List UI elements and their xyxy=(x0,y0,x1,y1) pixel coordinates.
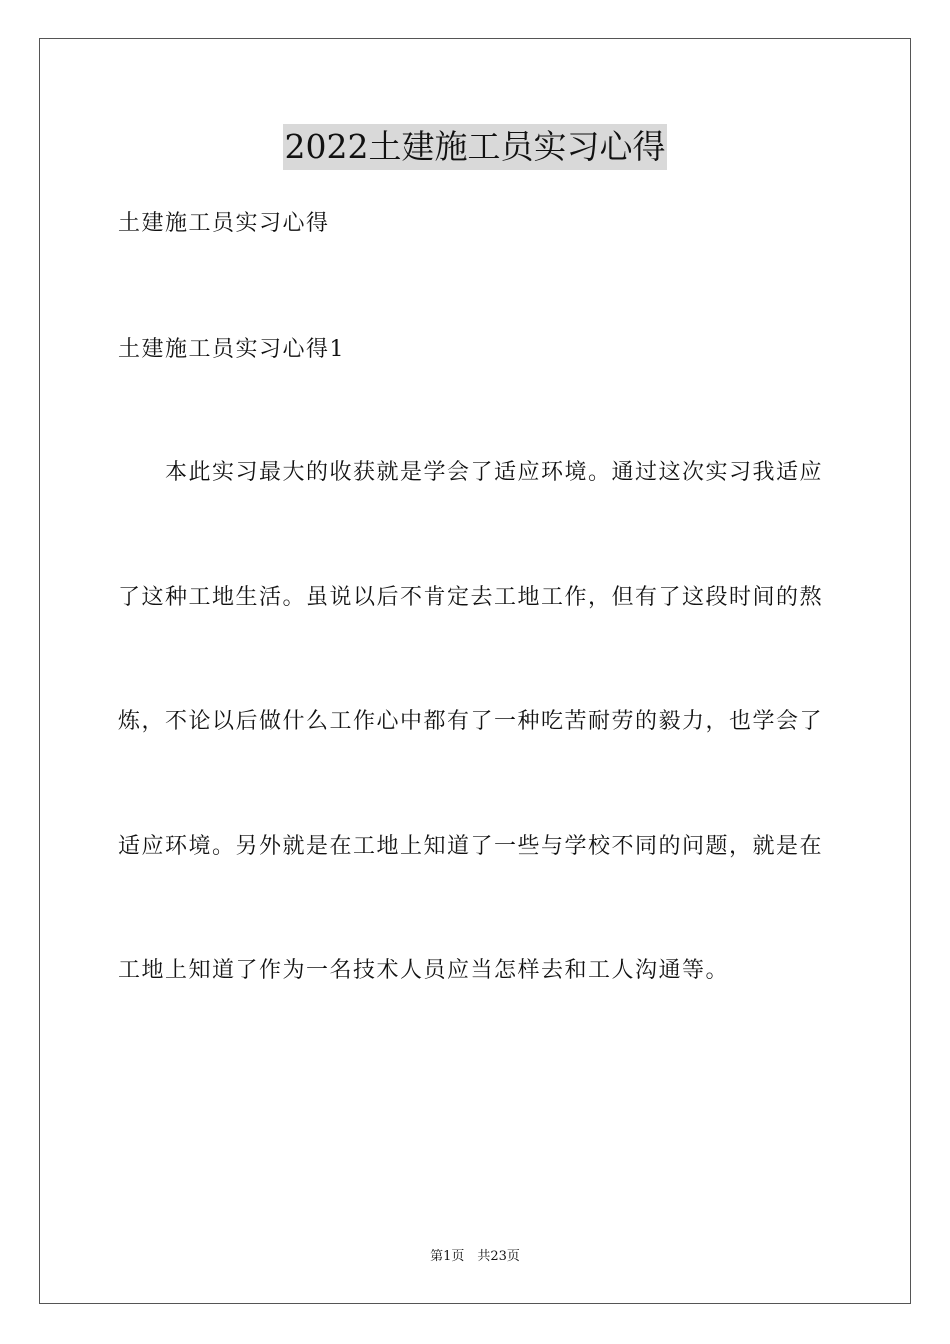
document-title: 2022土建施工员实习心得 xyxy=(283,124,668,170)
paragraph-line: 工地上知道了作为一名技术人员应当怎样去和工人沟通等。 xyxy=(118,958,730,983)
document-subtitle: 土建施工员实习心得 xyxy=(118,211,330,236)
paragraph-line: 了这种工地生活。虽说以后不肯定去工地工作，但有了这段时间的熬 xyxy=(118,585,824,610)
paragraph-line: 本此实习最大的收获就是学会了适应环境。通过这次实习我适应 xyxy=(118,460,824,485)
title-container xyxy=(0,124,950,170)
paragraph-line: 适应环境。另外就是在工地上知道了一些与学校不同的问题，就是在 xyxy=(118,834,824,859)
paragraph-line: 炼，不论以后做什么工作心中都有了一种吃苦耐劳的毅力，也学会了 xyxy=(118,709,824,734)
page-footer: 第1页 共23页 xyxy=(430,1249,520,1264)
section-heading: 土建施工员实习心得1 xyxy=(118,337,345,362)
